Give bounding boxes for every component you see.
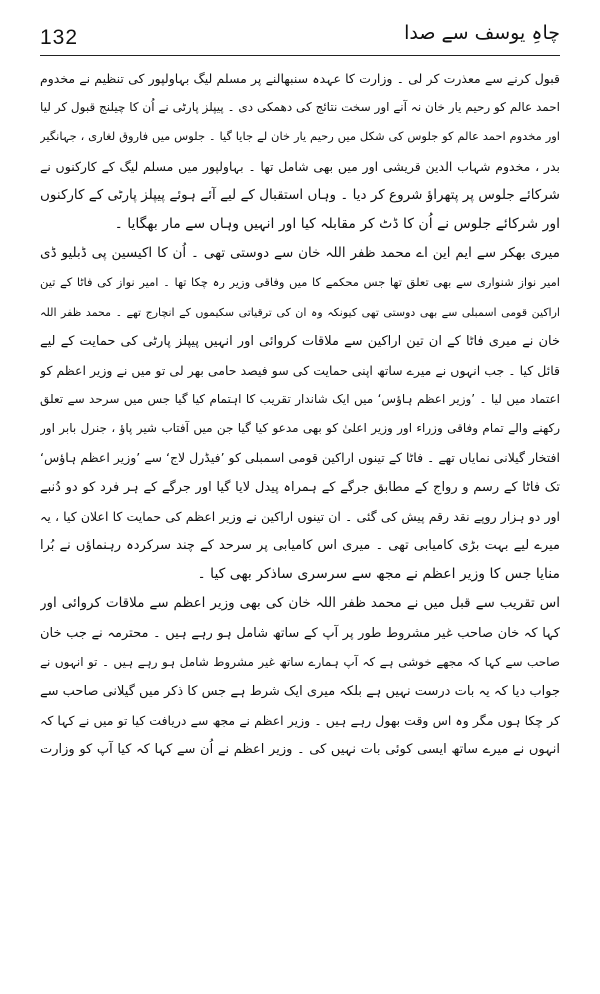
text-line: اعتماد میں لیا ۔ ’وزیر اعظم ہاؤس‘ میں ایک شاندار تقریب کا اہتمام کیا گیا جس میں سرحد سے تعلق xyxy=(40,392,560,407)
text-line: کہا کہ خان صاحب غیر مشروط طور پر آپ کے ساتھ شامل ہو رہے ہیں ۔ محترمہ نے جب خان xyxy=(40,625,560,641)
text-line: اور مخدوم احمد عالم کو جلوس کی شکل میں رحیم یار خان لے جایا گیا ۔ جلوس میں فاروق لغاری ، جہانگیر xyxy=(40,129,560,144)
text-line: شرکائے جلوس پر پتھراؤ شروع کر دیا ۔ وہاں استقبال کے لیے آئے ہوئے پیپلز پارٹی کے کارکنوں xyxy=(40,186,560,203)
text-line: میری بھکر سے ایم این اے محمد ظفر اللہ خان سے دوستی تھی ۔ اُن کا اکیسین پی ڈبلیو ڈی xyxy=(40,245,560,262)
text-line: قبول کرنے سے معذرت کر لی ۔ وزارت کا عہدہ سنبھالنے پر مسلم لیگ بہاولپور کی تنظیم نے مخدوم xyxy=(40,71,560,86)
text-line: احمد عالم کو رحیم یار خان نہ آنے اور سخت نتائج کی دھمکی دی ۔ پیپلز پارٹی نے اُن کا چیلنج قبول کر لیا xyxy=(40,100,560,115)
text-line: میرے لیے بہت بڑی کامیابی تھی ۔ میری اس کامیابی پر سرحد کے چند سرکردہ رہنماؤں نے بُرا xyxy=(40,538,560,553)
text-line: اور شرکائے جلوس نے اُن کا ڈٹ کر مقابلہ کیا اور انہیں وہاں سے مار بھگایا ۔ xyxy=(114,215,560,232)
text-line: اس تقریب سے قبل میں نے محمد ظفر اللہ خان کی بھی وزیر اعظم سے ملاقات کروائی اور xyxy=(40,595,560,612)
text-line: جواب دیا کہ یہ بات درست نہیں ہے بلکہ میری ایک شرط ہے جس کا ذکر میں گیلانی صاحب سے xyxy=(40,683,560,699)
text-line: رکھنے والے تمام وفاقی وزراء اور وزیر اعلیٰ کو بھی مدعو کیا گیا جن میں آفتاب شیر پاؤ ، جنرل بابر اور xyxy=(40,421,560,436)
text-line: صاحب سے کہا کہ مجھے خوشی ہے کہ آپ ہمارے ساتھ غیر مشروط شامل ہو رہے ہیں ۔ تو انہوں نے xyxy=(40,654,560,669)
text-line: قائل کیا ۔ جب انہوں نے میرے ساتھ اپنی حمایت کی سو فیصد حامی بھر لی تو میں نے وزیر اعظم کو xyxy=(40,362,560,378)
text-line: کر چکا ہوں مگر وہ اس وقت بھول رہے ہیں ۔ وزیر اعظم نے مجھ سے دریافت کیا تو میں نے کہا کہ xyxy=(40,713,560,729)
text-line: اراکین قومی اسمبلی سے بھی دوستی تھی کیونکہ وہ ان کی ترقیاتی سکیموں کے انچارج تھے ۔ محمد ظفر اللہ xyxy=(40,305,560,319)
text-line: انہوں نے میرے ساتھ ایسی کوئی بات نہیں کی ۔ وزیر اعظم نے اُن سے کہا کہ کیا آپ کو وزارت xyxy=(40,742,560,758)
text-line: اور دو ہزار روپے نقد رقم پیش کی گئی ۔ ان تینوں اراکین نے وزیر اعظم کی حمایت کا اعلان کیا ، یہ xyxy=(40,508,560,524)
running-title: چاہِ یوسف سے صدا xyxy=(404,22,560,44)
page-header xyxy=(40,18,560,58)
text-line: منایا جس کا وزیر اعظم نے مجھ سے سرسری ساذکر بھی کیا ۔ xyxy=(197,566,560,583)
page-number: 132 xyxy=(40,26,79,49)
header-rule xyxy=(40,55,560,56)
text-line: افتخار گیلانی نمایاں تھے ۔ فاٹا کے تینوں اراکین قومی اسمبلی کو ’فیڈرل لاج‘ سے ’وزیر اعظم ہاؤس‘ xyxy=(40,450,560,466)
text-line: خان نے میری فاٹا کے ان تین اراکین سے ملاقات کروائی اور انہیں پیپلز پارٹی کی حمایت کے لیے xyxy=(40,333,560,349)
text-line: تک فاٹا کے رسم و رواج کے مطابق جرگے کے ہمراہ پیدل لایا گیا اور جرگے کے ہر فرد کو دو دُنبے xyxy=(40,479,560,495)
text-line: بدر ، مخدوم شہاب الدین قریشی اور میں بھی شامل تھا ۔ بہاولپور میں مسلم لیگ کے کارکنوں نے xyxy=(40,158,560,174)
text-line: امیر نواز شنواری سے بھی تعلق تھا جس محکمے کا میں وفاقی وزیر رہ چکا تھا ۔ امیر نواز کی فاٹا کے تین xyxy=(40,275,560,290)
body-text xyxy=(40,64,560,765)
